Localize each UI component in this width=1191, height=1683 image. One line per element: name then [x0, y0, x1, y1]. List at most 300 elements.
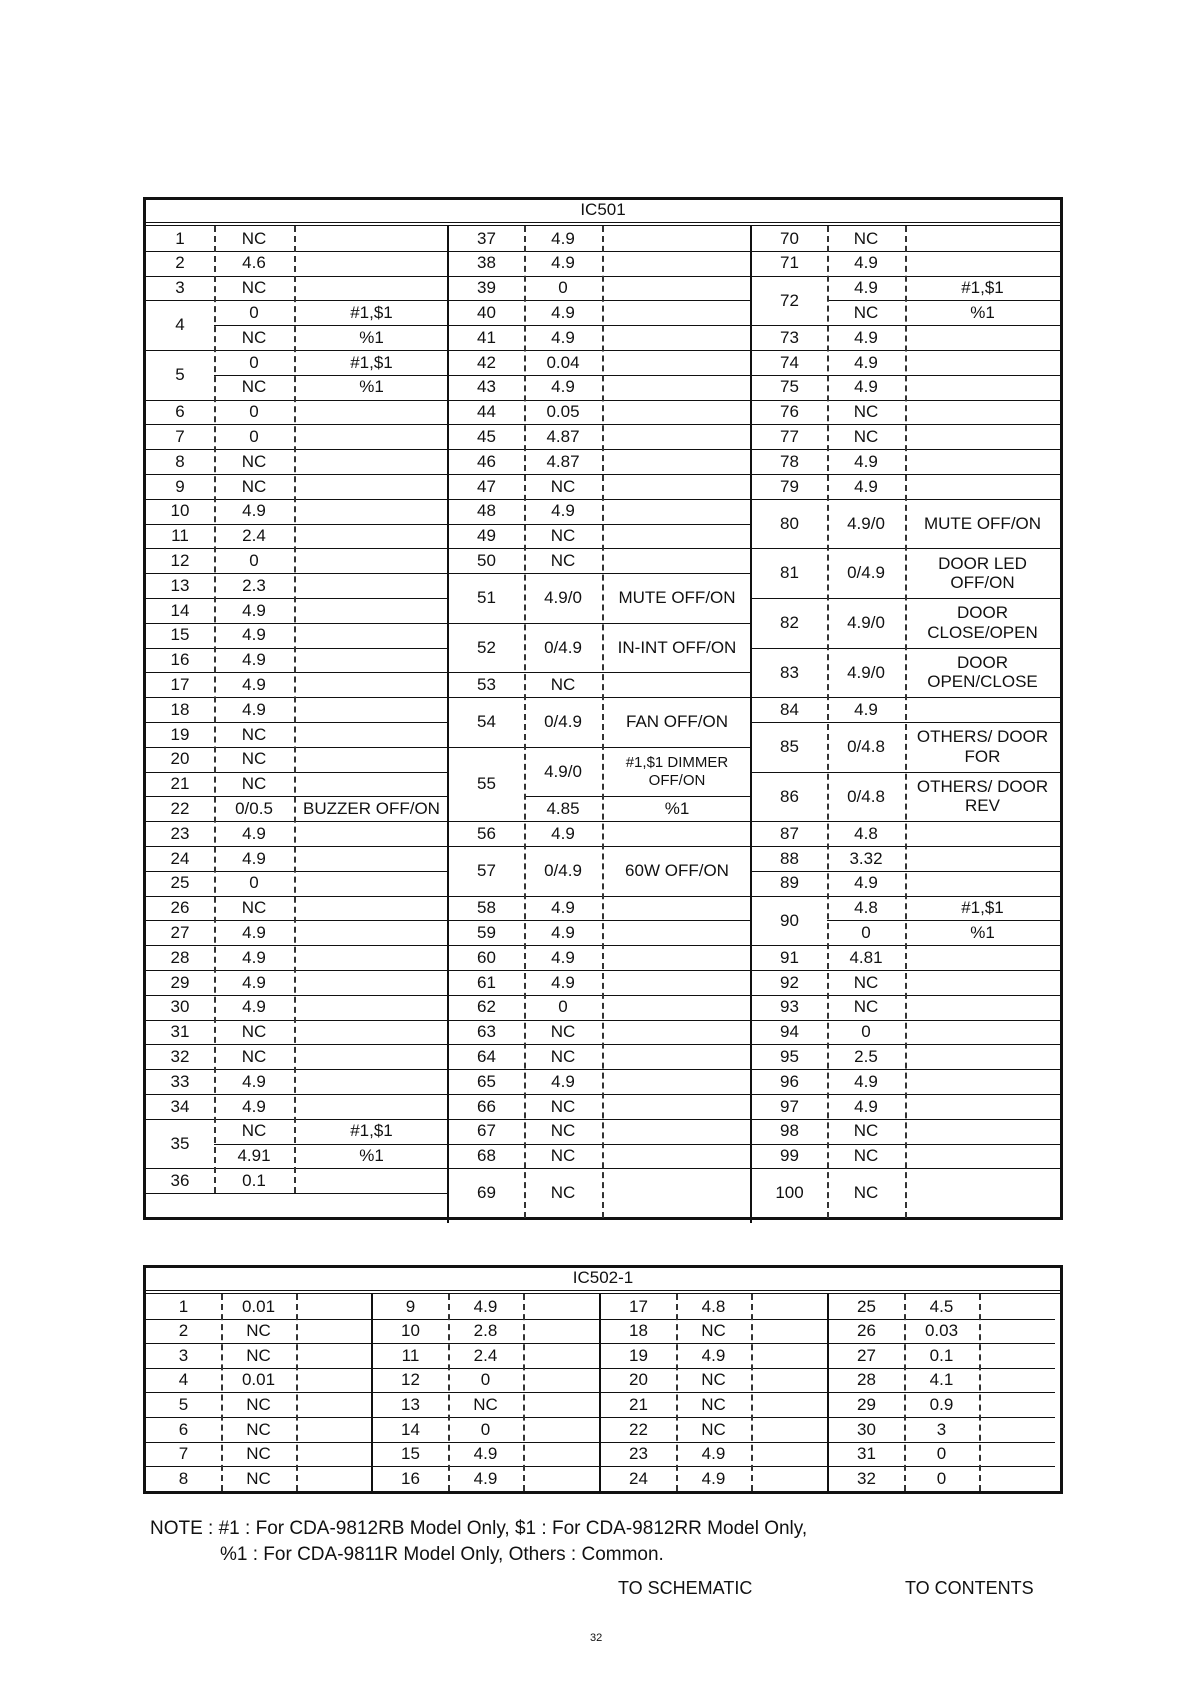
- pin-number: 70: [780, 228, 799, 248]
- pin-number: 79: [780, 476, 799, 496]
- pin-number: 33: [170, 1071, 190, 1091]
- pin-number: 75: [780, 377, 799, 397]
- pin-number: 40: [477, 303, 496, 323]
- voltage-value: 4.9: [551, 947, 575, 967]
- pin-number: 12: [170, 551, 190, 571]
- voltage-value: NC: [853, 1121, 879, 1141]
- voltage-value: 2.3: [242, 575, 266, 595]
- pin-number: 69: [477, 1183, 496, 1203]
- voltage-value: 0: [249, 551, 259, 571]
- pin-number: 74: [780, 352, 799, 372]
- pin-number: 66: [477, 1096, 496, 1116]
- pin-number: 98: [780, 1121, 799, 1141]
- voltage-value: 0.01: [241, 1370, 276, 1390]
- voltage-value: NC: [550, 1022, 576, 1042]
- voltage-value: NC: [853, 303, 879, 323]
- voltage-value: 4.9: [854, 352, 878, 372]
- pin-number: 14: [170, 600, 190, 620]
- voltage-value: 4.9: [242, 650, 266, 670]
- voltage-value: 2.4: [242, 526, 266, 546]
- pin-number: 6: [178, 1419, 189, 1439]
- voltage-value: NC: [550, 1096, 576, 1116]
- pin-number: 43: [477, 377, 496, 397]
- voltage-value: NC: [550, 1121, 576, 1141]
- voltage-value: 4.81: [849, 947, 883, 967]
- voltage-value: 0: [249, 303, 259, 323]
- column-divider: [827, 226, 829, 1218]
- pin-number: 3: [175, 278, 185, 298]
- voltage-value: NC: [241, 1022, 267, 1042]
- pin-number: 10: [170, 501, 190, 521]
- pin-number: 5: [178, 1394, 189, 1414]
- pin-number: 88: [780, 848, 799, 868]
- voltage-value: 0: [558, 997, 568, 1017]
- voltage-value: 4.9: [242, 997, 266, 1017]
- ic502-title: IC502-1: [572, 1268, 634, 1287]
- pin-number: 15: [170, 625, 190, 645]
- remark: #1,$1: [961, 278, 1004, 298]
- pin-number: 20: [629, 1370, 648, 1390]
- pin-number: 31: [170, 1022, 190, 1042]
- voltage-value: NC: [550, 675, 576, 695]
- voltage-value: 0/4.8: [847, 737, 885, 757]
- voltage-value: 0/4.9: [544, 712, 582, 732]
- pin-number: 57: [477, 861, 496, 881]
- column-divider: [221, 1294, 223, 1491]
- pin-number: 10: [401, 1321, 420, 1341]
- pin-number: 18: [629, 1321, 648, 1341]
- voltage-value: 4.8: [854, 898, 878, 918]
- remark: #1,$1: [350, 303, 393, 323]
- pin-number: 34: [170, 1096, 190, 1116]
- voltage-value: 4.9: [242, 625, 266, 645]
- pin-number: 100: [775, 1183, 804, 1203]
- voltage-value: 0: [249, 352, 259, 372]
- voltage-value: 4.9: [551, 253, 575, 273]
- pin-number: 5: [175, 365, 185, 385]
- pin-number: 99: [780, 1146, 799, 1166]
- pin-number: 17: [170, 675, 190, 695]
- remark: DOOR LED OFF/ON: [938, 553, 1027, 593]
- pin-number: 29: [170, 972, 190, 992]
- pin-number: 30: [170, 997, 190, 1017]
- voltage-value: NC: [550, 1183, 576, 1203]
- voltage-value: NC: [241, 228, 267, 248]
- voltage-value: 0/4.8: [847, 786, 885, 806]
- pin-number: 28: [857, 1370, 876, 1390]
- pin-number: 17: [629, 1296, 648, 1316]
- voltage-value: 4.9: [854, 1096, 878, 1116]
- voltage-value: 4.91: [237, 1146, 271, 1166]
- pin-number: 72: [780, 290, 799, 310]
- voltage-value: 0/4.9: [544, 861, 582, 881]
- voltage-value: 0.03: [924, 1321, 959, 1341]
- voltage-value: 4.9: [551, 823, 575, 843]
- remark: #1,$1: [961, 898, 1004, 918]
- pin-number: 14: [401, 1419, 420, 1439]
- voltage-value: 4.9: [473, 1296, 498, 1316]
- pin-number: 90: [780, 910, 799, 930]
- row-divider: [752, 1218, 1060, 1219]
- pin-number: 35: [170, 1133, 190, 1153]
- voltage-value: 0/4.9: [847, 563, 885, 583]
- voltage-value: 3: [936, 1419, 947, 1439]
- pin-number: 81: [780, 563, 799, 583]
- pin-number: 27: [857, 1345, 876, 1365]
- voltage-value: 4.9: [242, 947, 266, 967]
- pin-number: 1: [178, 1296, 189, 1316]
- pin-number: 96: [780, 1071, 799, 1091]
- voltage-value: NC: [853, 228, 879, 248]
- voltage-value: 4.6: [242, 253, 266, 273]
- voltage-value: NC: [550, 551, 576, 571]
- voltage-value: 0.1: [929, 1345, 954, 1365]
- voltage-value: NC: [246, 1321, 271, 1341]
- pin-number: 38: [477, 253, 496, 273]
- column-divider: [905, 226, 907, 1218]
- pin-number: 15: [401, 1444, 420, 1464]
- pin-number: 94: [780, 1022, 799, 1042]
- pin-number: 26: [170, 898, 190, 918]
- voltage-value: 4.9: [551, 228, 575, 248]
- voltage-value: 0: [936, 1444, 947, 1464]
- pin-number: 4: [178, 1370, 189, 1390]
- voltage-value: 0: [480, 1419, 491, 1439]
- voltage-value: NC: [241, 724, 267, 744]
- column-divider: [524, 226, 526, 1218]
- voltage-value: 0/0.5: [235, 799, 273, 819]
- pin-number: 16: [170, 650, 190, 670]
- pin-number: 20: [170, 749, 190, 769]
- pin-number: 49: [477, 526, 496, 546]
- voltage-value: NC: [241, 749, 267, 769]
- remark: MUTE OFF/ON: [923, 513, 1042, 533]
- voltage-value: 0: [249, 873, 259, 893]
- pin-number: 30: [857, 1419, 876, 1439]
- pin-number: 21: [629, 1394, 648, 1414]
- pin-number: 9: [175, 476, 185, 496]
- voltage-value: 0: [936, 1468, 947, 1488]
- pin-number: 23: [170, 823, 190, 843]
- pin-number: 64: [477, 1047, 496, 1067]
- remark: %1: [664, 799, 690, 819]
- column-divider: [294, 226, 296, 1193]
- pin-number: 25: [170, 873, 190, 893]
- remark: %1: [359, 327, 384, 347]
- pin-number: 91: [780, 947, 799, 967]
- voltage-value: 3.32: [849, 848, 883, 868]
- column-divider: [447, 226, 449, 1223]
- column-divider: [676, 1294, 678, 1491]
- pin-number: 52: [477, 637, 496, 657]
- pin-number: 53: [477, 675, 496, 695]
- remark: MUTE OFF/ON: [618, 588, 736, 608]
- pin-number: 56: [477, 823, 496, 843]
- pin-number: 84: [780, 699, 799, 719]
- voltage-value: 4.1: [929, 1370, 954, 1390]
- remark: %1: [359, 1146, 384, 1166]
- pin-number: 37: [477, 228, 496, 248]
- voltage-value: 4.8: [701, 1296, 726, 1316]
- voltage-value: NC: [241, 1047, 267, 1067]
- voltage-value: 4.9: [551, 1071, 575, 1091]
- remark: OTHERS/ DOOR REV: [916, 776, 1049, 816]
- voltage-value: 4.87: [546, 427, 580, 447]
- column-divider: [448, 1294, 450, 1491]
- pin-number: 23: [629, 1444, 648, 1464]
- voltage-value: 4.8: [854, 823, 878, 843]
- voltage-value: 4.9: [854, 1071, 878, 1091]
- voltage-value: 4.9: [242, 501, 266, 521]
- column-divider: [214, 226, 216, 1193]
- voltage-value: 4.9: [854, 327, 878, 347]
- pin-number: 80: [780, 513, 799, 533]
- voltage-value: 0: [249, 427, 259, 447]
- voltage-value: 4.9: [854, 476, 878, 496]
- voltage-value: NC: [853, 402, 879, 422]
- voltage-value: 4.9: [701, 1444, 726, 1464]
- column-divider: [371, 1294, 373, 1491]
- pin-number: 18: [170, 699, 190, 719]
- pin-number: 36: [170, 1171, 190, 1191]
- column-divider: [750, 226, 752, 1223]
- voltage-value: NC: [701, 1419, 726, 1439]
- pin-number: 11: [401, 1345, 420, 1365]
- pin-number: 12: [401, 1370, 420, 1390]
- ic501-table: [143, 197, 1063, 1220]
- pin-number: 19: [170, 724, 190, 744]
- voltage-value: NC: [853, 1146, 879, 1166]
- to-schematic-link[interactable]: TO SCHEMATIC: [618, 1578, 753, 1598]
- pin-number: 55: [477, 774, 496, 794]
- note-line-1: NOTE : #1 : For CDA-9812RB Model Only, $1 : For CDA-9812RR Model Only,: [150, 1518, 808, 1539]
- voltage-value: NC: [241, 327, 267, 347]
- pin-number: 22: [629, 1419, 648, 1439]
- pin-number: 86: [780, 786, 799, 806]
- voltage-value: NC: [246, 1419, 271, 1439]
- voltage-value: NC: [550, 1047, 576, 1067]
- voltage-value: 4.9/0: [544, 761, 582, 781]
- voltage-value: NC: [246, 1394, 271, 1414]
- voltage-value: 4.9: [551, 898, 575, 918]
- pin-number: 21: [170, 774, 190, 794]
- voltage-value: 4.85: [546, 799, 580, 819]
- voltage-value: 4.9/0: [544, 588, 582, 608]
- pin-number: 13: [401, 1394, 420, 1414]
- voltage-value: 4.9: [242, 675, 266, 695]
- pin-number: 31: [857, 1444, 876, 1464]
- remark: DOOR OPEN/CLOSE: [927, 652, 1038, 692]
- voltage-value: 4.9: [551, 501, 575, 521]
- pin-number: 82: [780, 613, 799, 633]
- pin-number: 65: [477, 1071, 496, 1091]
- remark: DOOR CLOSE/OPEN: [927, 603, 1038, 642]
- voltage-value: 4.9: [854, 278, 878, 298]
- voltage-value: NC: [701, 1370, 726, 1390]
- column-divider: [904, 1294, 906, 1491]
- column-divider: [979, 1294, 981, 1491]
- remark: #1,$1: [350, 352, 393, 372]
- voltage-value: 4.9: [242, 823, 266, 843]
- pin-number: 28: [170, 947, 190, 967]
- remark: %1: [970, 303, 995, 323]
- voltage-value: 0: [480, 1370, 491, 1390]
- pin-number: 32: [170, 1047, 190, 1067]
- remark: 60W OFF/ON: [625, 861, 729, 881]
- voltage-value: NC: [853, 427, 879, 447]
- voltage-value: 4.9: [473, 1468, 498, 1488]
- voltage-value: 4.9/0: [847, 613, 885, 633]
- voltage-value: 4.9: [701, 1468, 726, 1488]
- pin-number: 95: [780, 1047, 799, 1067]
- remark: OTHERS/ DOOR FOR: [916, 727, 1049, 766]
- row-divider: [146, 1491, 372, 1492]
- voltage-value: 4.87: [546, 451, 580, 471]
- column-divider: [296, 1294, 298, 1491]
- pin-number: 97: [780, 1096, 799, 1116]
- pin-number: 8: [175, 451, 185, 471]
- column-divider: [602, 226, 604, 1218]
- pin-number: 6: [175, 402, 185, 422]
- voltage-value: NC: [241, 898, 267, 918]
- pin-number: 54: [477, 712, 496, 732]
- pin-number: 29: [857, 1394, 876, 1414]
- voltage-value: 0.05: [546, 402, 580, 422]
- pin-number: 93: [780, 997, 799, 1017]
- pin-number: 51: [477, 588, 496, 608]
- pin-number: 22: [170, 799, 190, 819]
- pin-number: 2: [175, 253, 185, 273]
- voltage-value: 4.9: [242, 972, 266, 992]
- voltage-value: 0.9: [929, 1394, 954, 1414]
- voltage-value: 2.4: [473, 1345, 498, 1365]
- pin-number: 63: [477, 1022, 496, 1042]
- pin-number: 78: [780, 451, 799, 471]
- to-contents-link[interactable]: TO CONTENTS: [905, 1578, 1034, 1598]
- pin-number: 9: [405, 1296, 416, 1316]
- pin-number: 24: [170, 848, 190, 868]
- voltage-value: NC: [241, 774, 267, 794]
- pin-number: 25: [857, 1296, 876, 1316]
- voltage-value: 4.9: [854, 699, 878, 719]
- voltage-value: 4.9: [242, 1096, 266, 1116]
- voltage-value: 0: [558, 278, 568, 298]
- pin-number: 13: [170, 575, 190, 595]
- pin-number: 83: [780, 662, 799, 682]
- ic501-title: IC501: [580, 200, 626, 219]
- voltage-value: 4.5: [929, 1296, 954, 1316]
- column-divider: [523, 1294, 525, 1491]
- voltage-value: 4.9: [242, 923, 266, 943]
- column-divider: [599, 1294, 601, 1491]
- voltage-value: 4.9: [473, 1444, 498, 1464]
- voltage-value: NC: [241, 476, 267, 496]
- pin-number: 44: [477, 402, 496, 422]
- pin-number: 50: [477, 551, 496, 571]
- voltage-value: NC: [241, 451, 267, 471]
- pin-number: 67: [477, 1121, 496, 1141]
- pin-number: 7: [178, 1444, 189, 1464]
- voltage-value: NC: [550, 526, 576, 546]
- pin-number: 1: [175, 228, 185, 248]
- voltage-value: 4.9: [551, 377, 575, 397]
- voltage-value: 0/4.9: [544, 637, 582, 657]
- voltage-value: NC: [246, 1444, 271, 1464]
- voltage-value: NC: [473, 1394, 498, 1414]
- pin-number: 8: [178, 1468, 189, 1488]
- voltage-value: NC: [701, 1321, 726, 1341]
- voltage-value: NC: [241, 377, 267, 397]
- remark: #1,$1 DIMMER OFF/ON: [625, 754, 729, 789]
- voltage-value: 0: [861, 1022, 871, 1042]
- voltage-value: 4.9/0: [847, 662, 885, 682]
- pin-number: 3: [178, 1345, 189, 1365]
- pin-number: 89: [780, 873, 799, 893]
- pin-number: 58: [477, 898, 496, 918]
- pin-number: 27: [170, 923, 190, 943]
- pin-number: 61: [477, 972, 496, 992]
- pin-number: 46: [477, 451, 496, 471]
- row-divider: [373, 1491, 599, 1492]
- pin-number: 32: [857, 1468, 876, 1488]
- voltage-value: 4.9: [551, 923, 575, 943]
- voltage-value: 0.01: [241, 1296, 276, 1316]
- pin-number: 42: [477, 352, 496, 372]
- pin-number: 73: [780, 327, 799, 347]
- voltage-value: 2.8: [473, 1321, 498, 1341]
- voltage-value: NC: [241, 1121, 267, 1141]
- pin-number: 7: [175, 427, 185, 447]
- remark: IN-INT OFF/ON: [617, 637, 737, 657]
- pin-number: 19: [629, 1345, 648, 1365]
- voltage-value: NC: [853, 972, 879, 992]
- pin-number: 62: [477, 997, 496, 1017]
- pin-number: 16: [401, 1468, 420, 1488]
- voltage-value: 4.9: [854, 873, 878, 893]
- voltage-value: 4.9: [551, 972, 575, 992]
- row-divider: [146, 1193, 449, 1194]
- ic502-table: [143, 1265, 1063, 1494]
- voltage-value: 4.9: [701, 1345, 726, 1365]
- pin-number: 26: [857, 1321, 876, 1341]
- pin-number: 92: [780, 972, 799, 992]
- row-divider: [449, 1218, 752, 1219]
- voltage-value: 4.9/0: [847, 513, 885, 533]
- pin-number: 59: [477, 923, 496, 943]
- voltage-value: 4.9: [242, 848, 266, 868]
- row-divider: [829, 1491, 1055, 1492]
- remark: FAN OFF/ON: [626, 712, 728, 732]
- pin-number: 47: [477, 476, 496, 496]
- voltage-value: NC: [246, 1468, 271, 1488]
- voltage-value: NC: [853, 1183, 879, 1203]
- voltage-value: 4.9: [854, 377, 878, 397]
- voltage-value: 0: [861, 923, 871, 943]
- remark: %1: [970, 923, 995, 943]
- voltage-value: NC: [701, 1394, 726, 1414]
- voltage-value: 4.9: [242, 699, 266, 719]
- pin-number: 87: [780, 823, 799, 843]
- voltage-value: NC: [241, 278, 267, 298]
- voltage-value: 4.9: [854, 253, 878, 273]
- voltage-value: NC: [550, 476, 576, 496]
- pin-number: 41: [477, 327, 496, 347]
- voltage-value: NC: [246, 1345, 271, 1365]
- pin-number: 77: [780, 427, 799, 447]
- row-divider: [601, 1491, 827, 1492]
- pin-number: 11: [171, 526, 189, 546]
- voltage-value: 4.9: [854, 451, 878, 471]
